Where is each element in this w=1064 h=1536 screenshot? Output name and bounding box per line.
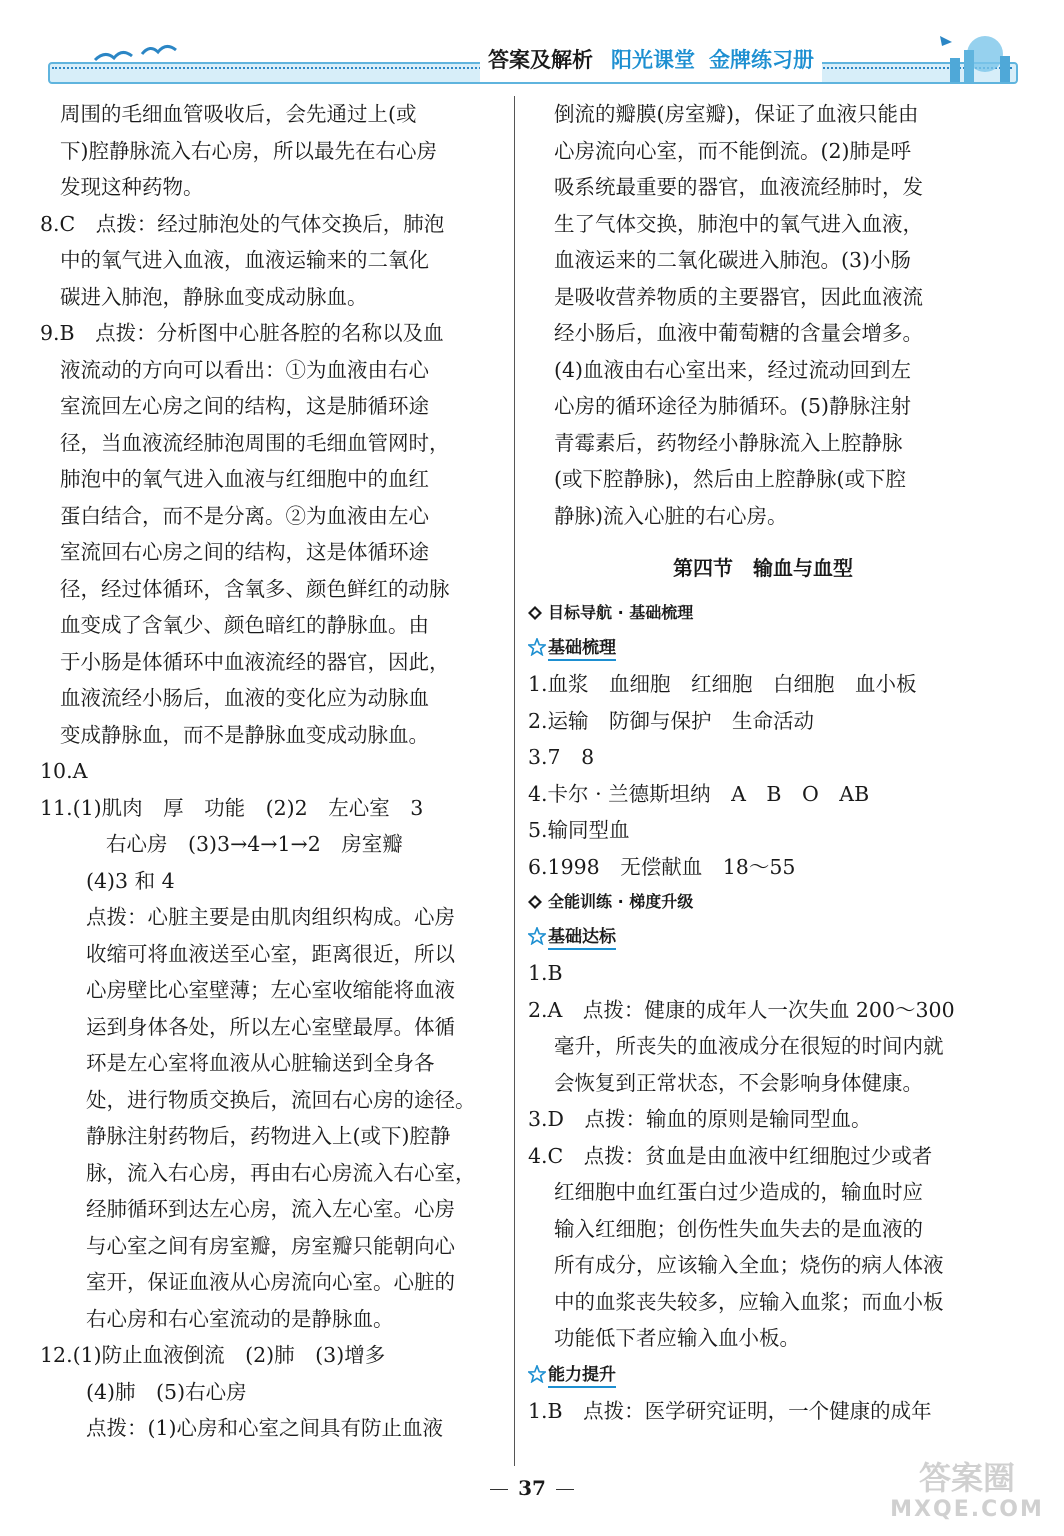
text-line: 右心房和右心室流动的是静脉血。: [86, 1306, 394, 1331]
text-line: 处，进行物质交换后，流回右心房的途径。: [86, 1087, 476, 1112]
text-line: 生了气体交换，肺泡中的氧气进入血液，: [554, 211, 923, 236]
star-icon: [528, 638, 546, 656]
minor-heading-basic-standard: [528, 919, 998, 955]
text-line: 静脉注射药物后，药物进入上(或下)腔静: [86, 1124, 451, 1148]
minor-heading-basic-review: [528, 630, 998, 666]
text-line: 蛋白结合，而不是分离。②为血液由左心: [60, 503, 429, 528]
text-line: 周围的毛细血管吸收后，会先通过上(或: [60, 102, 417, 126]
header-decoration-icon: [930, 28, 1030, 88]
text-line: 所有成分，应该输入全血；烧伤的病人体液: [554, 1253, 944, 1277]
text-line: (4)3 和 4: [86, 868, 175, 893]
subhead-goal-navigation: [528, 596, 998, 630]
text-line: 点拨：(1)心房和心室之间具有防止血液: [86, 1416, 444, 1440]
header-title: [480, 40, 822, 82]
header-label-book: 金牌练习册: [709, 48, 814, 72]
diamond-icon: [528, 895, 542, 909]
text-line: (4)肺 (5)右心房: [86, 1379, 247, 1404]
list-item: 3.7 8: [528, 745, 595, 769]
list-item: 6.1998 无偿献血 18～55: [528, 854, 796, 879]
list-item: 1.血浆 血细胞 红细胞 白细胞 血小板: [528, 672, 917, 696]
text-line: 右心房 (3)3→4→1→2 房室瓣: [106, 832, 403, 856]
text-line: 血液流经小肠后，血液的变化应为动脉血: [60, 686, 429, 710]
answer-11: 11.(1)肌肉 厚 功能 (2)2 左心室 3: [40, 795, 424, 820]
header-label-series: 阳光课堂: [611, 48, 695, 72]
watermark-site: MXQE.COM: [890, 1497, 1044, 1522]
text-line: 点拨：心脏主要是由肌肉组织构成。心房: [86, 905, 455, 929]
text-line: 静脉)流入心脏的右心房。: [554, 503, 788, 528]
text-line: 室开，保证血液从心房流向心室。心脏的: [86, 1270, 455, 1294]
answer-9: 9.B 点拨：分析图中心脏各腔的名称以及血: [40, 321, 444, 345]
star-icon: [528, 927, 546, 945]
list-item: 4.卡尔 · 兰德斯坦纳 A B O AB: [528, 781, 870, 806]
left-column: [40, 96, 525, 1447]
watermark-text: 答案圈: [918, 1459, 1015, 1497]
text-line: 发现这种药物。: [60, 175, 204, 199]
page-number: 37: [518, 1476, 546, 1500]
minor-heading-label: 能力提升: [548, 1365, 616, 1388]
text-line: 血变成了含氧少、颜色暗红的静脉血。由: [60, 613, 429, 637]
page-header: [30, 40, 1034, 86]
star-icon: [528, 1365, 546, 1383]
text-line: 经小肠后，血液中葡萄糖的含量会增多。: [554, 321, 923, 345]
text-line: 径，经过体循环，含氧多、颜色鲜红的动脉: [60, 576, 450, 601]
text-line: 中的氧气进入血液，血液运输来的二氧化: [60, 248, 429, 272]
section-title: 第四节 输血与血型: [673, 556, 853, 580]
answer-12: 12.(1)防止血液倒流 (2)肺 (3)增多: [40, 1343, 386, 1367]
text-line: 毫升，所丧失的血液成分在很短的时间内就: [554, 1034, 944, 1058]
minor-heading-label: 基础梳理: [548, 638, 616, 661]
diamond-icon: [528, 606, 542, 620]
text-line: 输入红细胞；创伤性失血失去的是血液的: [554, 1216, 923, 1241]
text-line: 红细胞中血红蛋白过少造成的，输血时应: [554, 1180, 923, 1204]
text-line: 血液运来的二氧化碳进入肺泡。(3)小肠: [554, 248, 912, 272]
text-line: 是吸收营养物质的主要器官，因此血液流: [554, 284, 923, 309]
answer-8: 8.C 点拨：经过肺泡处的气体交换后，肺泡: [40, 211, 445, 236]
text-line: 与心室之间有房室瓣，房室瓣只能朝向心: [86, 1233, 455, 1258]
subhead-label: 目标导航 · 基础梳理: [548, 603, 694, 622]
text-line: 于小肠是体循环中血液流经的器官，因此，: [60, 649, 450, 674]
subhead-comprehensive-training: [528, 885, 998, 919]
list-item: 1.B: [528, 961, 563, 985]
text-line: 倒流的瓣膜(房室瓣)，保证了血液只能由: [554, 102, 919, 126]
text-line: 碳进入肺泡，静脉血变成动脉血。: [60, 284, 368, 309]
text-line: 运到身体各处，所以左心室壁最厚。体循: [86, 1014, 455, 1039]
list-item: 2.A 点拨：健康的成年人一次失血 200～300: [528, 997, 955, 1022]
text-line: 收缩可将血液送至心室，距离很近，所以: [86, 941, 455, 966]
text-line: 室流回右心房之间的结构，这是体循环途: [60, 540, 429, 564]
footer-dash: [490, 1489, 508, 1490]
text-line: 肺泡中的氧气进入血液与红细胞中的血红: [60, 467, 429, 491]
text-line: 脉，流入右心房，再由右心房流入右心室，: [86, 1160, 476, 1185]
list-item: 5.输同型血: [528, 818, 630, 842]
text-line: 功能低下者应输入血小板。: [554, 1326, 800, 1350]
text-line: 下)腔静脉流入右心房，所以最先在右心房: [60, 138, 437, 163]
text-line: 经肺循环到达左心房，流入左心室。心房: [86, 1197, 455, 1221]
text-line: 心房壁比心室壁薄；左心室收缩能将血液: [86, 978, 455, 1002]
footer-dash: [556, 1489, 574, 1490]
list-item: 3.D 点拨：输血的原则是输同型血。: [528, 1107, 872, 1131]
text-line: 吸系统最重要的器官，血液流经肺时，发: [554, 175, 923, 199]
text-line: 变成静脉血，而不是静脉血变成动脉血。: [60, 722, 429, 747]
answer-10: 10.A: [40, 759, 88, 783]
text-line: 室流回左心房之间的结构，这是肺循环途: [60, 394, 429, 418]
text-line: (或下腔静脉)，然后由上腔静脉(或下腔: [554, 467, 906, 491]
text-line: (4)血液由右心室出来，经过流动回到左: [554, 357, 912, 382]
list-item: 2.运输 防御与保护 生命活动: [528, 708, 815, 733]
minor-heading-label: 基础达标: [548, 927, 616, 950]
text-line: 青霉素后，药物经小静脉流入上腔静脉: [554, 430, 903, 455]
minor-heading-ability: [528, 1357, 998, 1393]
text-line: 径，当血液流经肺泡周围的毛细血管网时，: [60, 430, 450, 455]
text-line: 液流动的方向可以看出：①为血液由右心: [60, 357, 429, 382]
text-line: 会恢复到正常状态，不会影响身体健康。: [554, 1070, 923, 1095]
text-line: 心房的循环途径为肺循环。(5)静脉注射: [554, 394, 912, 418]
watermark: [882, 1460, 1052, 1530]
text-line: 环是左心室将血液从心脏输送到全身各: [86, 1051, 435, 1075]
subhead-label: 全能训练 · 梯度升级: [548, 892, 694, 911]
text-line: 中的血浆丧失较多，应输入血浆；而血小板: [554, 1289, 944, 1314]
text-line: 心房流向心室，而不能倒流。(2)肺是呼: [554, 138, 912, 163]
list-item: 4.C 点拨：贫血是由血液中红细胞过少或者: [528, 1143, 933, 1168]
list-item: 1.B 点拨：医学研究证明，一个健康的成年: [528, 1398, 932, 1423]
header-label-answers: 答案及解析: [488, 48, 593, 72]
right-column: [528, 96, 998, 1429]
